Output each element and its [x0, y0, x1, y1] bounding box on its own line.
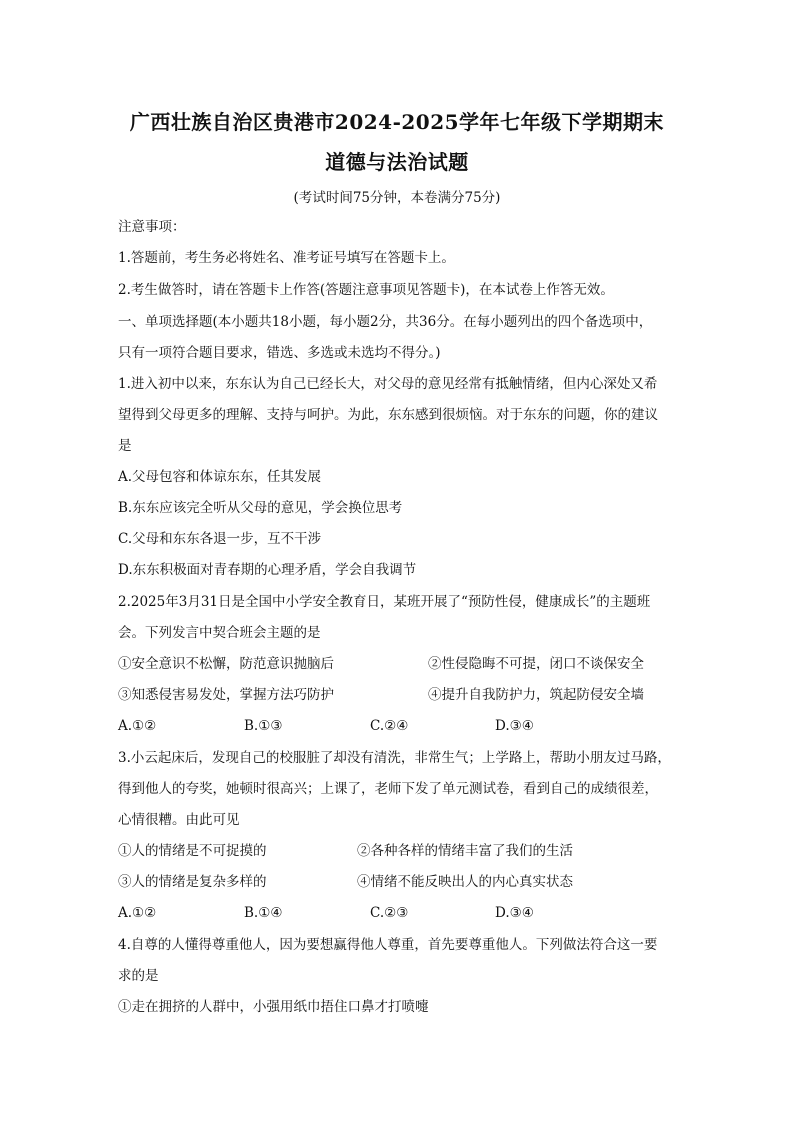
q2-stem-line2: 会。下列发言中契合班会主题的是 — [118, 625, 321, 641]
q2-choice-b: B.①③ — [244, 718, 283, 734]
q2-statement-2: ②性侵隐晦不可提，闭口不谈保安全 — [428, 656, 644, 672]
note-item-1: 1.答题前，考生务必将姓名、准考证号填写在答题卡上。 — [118, 250, 455, 266]
q2-statement-1: ①安全意识不松懈，防范意识抛脑后 — [118, 656, 334, 672]
section1-intro-line2: 只有一项符合题目要求，错选、多选或未选均不得分。) — [118, 345, 441, 361]
q3-stem-line1: 3.小云起床后，发现自己的校服脏了却没有清洗，非常生气；上学路上，帮助小朋友过马路， — [118, 750, 671, 766]
q1-option-c: C.父母和东东各退一步，互不干涉 — [118, 531, 322, 547]
q3-statement-4: ④情绪不能反映出人的内心真实状态 — [357, 874, 573, 890]
q1-option-d: D.东东积极面对青春期的心理矛盾，学会自我调节 — [118, 562, 417, 578]
q3-stem-line3: 心情很糟。由此可见 — [118, 812, 240, 828]
exam-title-line2: 道德与法治试题 — [325, 150, 469, 174]
note-item-2: 2.考生做答时，请在答题卡上作答(答题注意事项见答题卡)，在本试卷上作答无效。 — [118, 282, 614, 298]
q2-choice-a: A.①② — [118, 718, 157, 734]
q2-statement-3: ③知悉侵害易发处，掌握方法巧防护 — [118, 687, 334, 703]
q4-stem-line2: 求的是 — [118, 968, 159, 984]
q3-choice-b: B.①④ — [244, 905, 283, 921]
notes-heading: 注意事项： — [118, 219, 186, 235]
exam-title-line1: 广西壮族自治区贵港市2024-2025学年七年级下学期期末 — [129, 110, 665, 134]
q3-statement-1: ①人的情绪是不可捉摸的 — [118, 843, 267, 859]
q1-option-a: A.父母包容和体谅东东，任其发展 — [118, 469, 322, 485]
exam-subtitle: (考试时间75分钟，本卷满分75分) — [293, 190, 501, 206]
q1-stem-line3: 是 — [118, 438, 132, 454]
q3-choice-c: C.②③ — [370, 905, 409, 921]
q3-choice-d: D.③④ — [495, 905, 534, 921]
q3-statement-2: ②各种各样的情绪丰富了我们的生活 — [357, 843, 573, 859]
q4-statement-1: ①走在拥挤的人群中，小强用纸巾捂住口鼻才打喷嚏 — [118, 999, 429, 1015]
q2-choice-c: C.②④ — [370, 718, 409, 734]
q4-stem-line1: 4.自尊的人懂得尊重他人，因为要想赢得他人尊重，首先要尊重他人。下列做法符合这一要 — [118, 937, 658, 953]
q3-choice-a: A.①② — [118, 905, 157, 921]
q2-choice-d: D.③④ — [495, 718, 534, 734]
q1-option-b: B.东东应该完全听从父母的意见，学会换位思考 — [118, 500, 403, 516]
q3-statement-3: ③人的情绪是复杂多样的 — [118, 874, 267, 890]
q3-stem-line2: 得到他人的夸奖，她顿时很高兴；上课了，老师下发了单元测试卷，看到自己的成绩很差， — [118, 781, 658, 797]
q2-stem-line1: 2.2025年3月31日是全国中小学安全教育日，某班开展了“预防性侵，健康成长”的主题班 — [118, 594, 651, 610]
q1-stem-line1: 1.进入初中以来，东东认为自己已经长大，对父母的意见经常有抵触情绪，但内心深处又希 — [118, 376, 658, 392]
q2-statement-4: ④提升自我防护力，筑起防侵安全墙 — [428, 687, 644, 703]
section1-intro-line1: 一、单项选择题(本小题共18小题，每小题2分，共36分。在每小题列出的四个备选项中， — [118, 314, 653, 330]
q1-stem-line2: 望得到父母更多的理解、支持与呵护。为此，东东感到很烦恼。对于东东的问题，你的建议 — [118, 407, 658, 423]
